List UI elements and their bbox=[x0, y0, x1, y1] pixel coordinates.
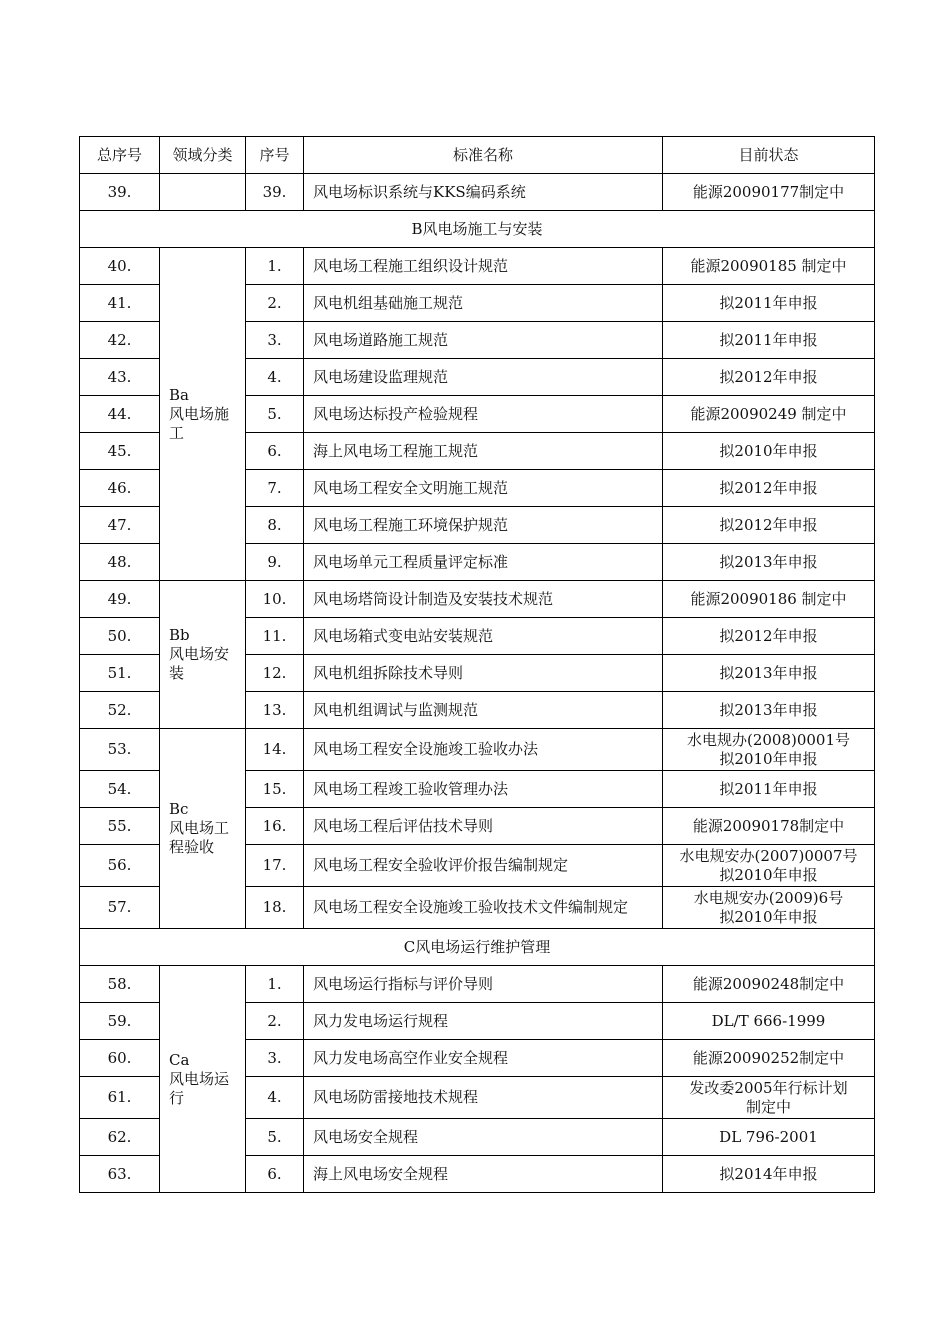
status-line: 发改委2005年行标计划 bbox=[689, 1078, 848, 1097]
standard-name-cell: 海上风电场工程施工规范 bbox=[304, 433, 663, 470]
total-no-cell: 43. bbox=[80, 359, 160, 396]
status-line: 拟2011年申报 bbox=[719, 293, 818, 312]
category-name: 风电场工程验收 bbox=[169, 819, 230, 856]
status-cell bbox=[663, 1003, 875, 1040]
table-body bbox=[80, 137, 875, 1193]
category-cell bbox=[160, 729, 246, 929]
standard-name-cell: 风电场道路施工规范 bbox=[304, 322, 663, 359]
total-no-cell: 40. bbox=[80, 248, 160, 285]
total-no-cell: 59. bbox=[80, 1003, 160, 1040]
standard-name-cell: 风电机组基础施工规范 bbox=[304, 285, 663, 322]
total-no-cell: 61. bbox=[80, 1077, 160, 1119]
standard-name-cell: 风电场防雷接地技术规程 bbox=[304, 1077, 663, 1119]
seq-no-cell: 18. bbox=[246, 887, 304, 929]
category-name: 风电场安装 bbox=[169, 645, 230, 682]
status-cell bbox=[663, 845, 875, 887]
status-cell bbox=[663, 1119, 875, 1156]
seq-no-cell: 2. bbox=[246, 285, 304, 322]
total-no-cell: 44. bbox=[80, 396, 160, 433]
category-name: 风电场施工 bbox=[169, 404, 230, 442]
category-code: Ba bbox=[169, 385, 189, 404]
category-cell bbox=[160, 174, 246, 211]
status-line: 拟2010年申报 bbox=[719, 907, 818, 926]
total-no-cell: 39. bbox=[80, 174, 160, 211]
status-cell bbox=[663, 470, 875, 507]
status-line: 拟2010年申报 bbox=[719, 865, 818, 884]
status-cell bbox=[663, 396, 875, 433]
standard-name-cell: 风电场工程后评估技术导则 bbox=[304, 808, 663, 845]
status-line: 能源20090186 制定中 bbox=[690, 589, 847, 608]
status-cell bbox=[663, 618, 875, 655]
table-row bbox=[80, 729, 875, 771]
status-cell bbox=[663, 808, 875, 845]
status-line: 拟2012年申报 bbox=[719, 515, 818, 534]
seq-no-cell: 4. bbox=[246, 359, 304, 396]
seq-no-cell: 3. bbox=[246, 1040, 304, 1077]
section-title: C风电场运行维护管理 bbox=[80, 929, 875, 966]
seq-no-cell: 5. bbox=[246, 396, 304, 433]
status-line: 拟2011年申报 bbox=[719, 779, 818, 798]
seq-no-cell: 5. bbox=[246, 1119, 304, 1156]
standards-table bbox=[79, 136, 875, 1193]
standard-name-cell: 风电机组拆除技术导则 bbox=[304, 655, 663, 692]
total-no-cell: 55. bbox=[80, 808, 160, 845]
standard-name-cell: 风电场单元工程质量评定标准 bbox=[304, 544, 663, 581]
status-cell bbox=[663, 359, 875, 396]
category-code: Ca bbox=[169, 1050, 190, 1069]
total-no-cell: 57. bbox=[80, 887, 160, 929]
table-row bbox=[80, 248, 875, 285]
standard-name-cell: 风电场建设监理规范 bbox=[304, 359, 663, 396]
section-row bbox=[80, 211, 875, 248]
standard-name-cell: 风力发电场运行规程 bbox=[304, 1003, 663, 1040]
standard-name-cell: 风电场标识系统与KKS编码系统 bbox=[304, 174, 663, 211]
status-cell bbox=[663, 887, 875, 929]
status-line: 拟2014年申报 bbox=[719, 1164, 818, 1183]
standard-name-cell: 风电场工程安全文明施工规范 bbox=[304, 470, 663, 507]
category-code: Bb bbox=[169, 626, 190, 644]
status-line: 拟2013年申报 bbox=[719, 700, 818, 719]
status-line: 能源20090185 制定中 bbox=[690, 256, 847, 275]
status-cell bbox=[663, 322, 875, 359]
status-cell bbox=[663, 174, 875, 211]
total-no-cell: 54. bbox=[80, 771, 160, 808]
total-no-cell: 45. bbox=[80, 433, 160, 470]
standard-name-cell: 风电场工程施工环境保护规范 bbox=[304, 507, 663, 544]
seq-no-cell: 7. bbox=[246, 470, 304, 507]
seq-no-cell: 2. bbox=[246, 1003, 304, 1040]
total-no-cell: 51. bbox=[80, 655, 160, 692]
status-cell bbox=[663, 655, 875, 692]
total-no-cell: 50. bbox=[80, 618, 160, 655]
status-cell bbox=[663, 1077, 875, 1119]
total-no-cell: 47. bbox=[80, 507, 160, 544]
header-total-no: 总序号 bbox=[80, 137, 160, 174]
status-line: 拟2011年申报 bbox=[719, 330, 818, 349]
total-no-cell: 41. bbox=[80, 285, 160, 322]
standard-name-cell: 风电场工程安全验收评价报告编制规定 bbox=[304, 845, 663, 887]
seq-no-cell: 9. bbox=[246, 544, 304, 581]
total-no-cell: 48. bbox=[80, 544, 160, 581]
category-cell bbox=[160, 248, 246, 581]
category-name: 风电场运行 bbox=[169, 1069, 230, 1107]
seq-no-cell: 3. bbox=[246, 322, 304, 359]
status-cell bbox=[663, 248, 875, 285]
standard-name-cell: 风电机组调试与监测规范 bbox=[304, 692, 663, 729]
status-line: 拟2010年申报 bbox=[719, 441, 818, 460]
total-no-cell: 60. bbox=[80, 1040, 160, 1077]
status-line: 能源20090248制定中 bbox=[692, 974, 845, 993]
status-line: 能源20090178制定中 bbox=[692, 816, 845, 835]
standard-name-cell: 风电场安全规程 bbox=[304, 1119, 663, 1156]
status-cell bbox=[663, 507, 875, 544]
status-cell bbox=[663, 1156, 875, 1193]
section-row bbox=[80, 929, 875, 966]
seq-no-cell: 16. bbox=[246, 808, 304, 845]
standard-name-cell: 风电场工程竣工验收管理办法 bbox=[304, 771, 663, 808]
status-cell bbox=[663, 285, 875, 322]
standard-name-cell: 风电场运行指标与评价导则 bbox=[304, 966, 663, 1003]
table-row bbox=[80, 174, 875, 211]
category-code: Bc bbox=[169, 800, 189, 818]
standard-name-cell: 风电场达标投产检验规程 bbox=[304, 396, 663, 433]
status-line: 能源20090249 制定中 bbox=[690, 404, 847, 423]
status-line: 水电规办(2008)0001号 bbox=[686, 730, 851, 749]
status-cell bbox=[663, 1040, 875, 1077]
seq-no-cell: 8. bbox=[246, 507, 304, 544]
standard-name-cell: 风电场塔筒设计制造及安装技术规范 bbox=[304, 581, 663, 618]
status-line: 拟2013年申报 bbox=[719, 663, 818, 682]
seq-no-cell: 1. bbox=[246, 248, 304, 285]
section-title: B风电场施工与安装 bbox=[80, 211, 875, 248]
total-no-cell: 63. bbox=[80, 1156, 160, 1193]
status-line: 水电规安办(2007)0007号 bbox=[679, 846, 858, 865]
seq-no-cell: 1. bbox=[246, 966, 304, 1003]
seq-no-cell: 39. bbox=[246, 174, 304, 211]
seq-no-cell: 10. bbox=[246, 581, 304, 618]
header-status: 目前状态 bbox=[663, 137, 875, 174]
seq-no-cell: 6. bbox=[246, 1156, 304, 1193]
status-line: DL 796-2001 bbox=[719, 1127, 818, 1146]
seq-no-cell: 13. bbox=[246, 692, 304, 729]
status-line: 拟2010年申报 bbox=[719, 749, 818, 768]
total-no-cell: 56. bbox=[80, 845, 160, 887]
total-no-cell: 49. bbox=[80, 581, 160, 618]
status-cell bbox=[663, 966, 875, 1003]
status-cell bbox=[663, 729, 875, 771]
status-cell bbox=[663, 544, 875, 581]
standard-name-cell: 风电场箱式变电站安装规范 bbox=[304, 618, 663, 655]
total-no-cell: 53. bbox=[80, 729, 160, 771]
status-line: 能源20090177制定中 bbox=[692, 182, 845, 201]
seq-no-cell: 11. bbox=[246, 618, 304, 655]
total-no-cell: 42. bbox=[80, 322, 160, 359]
status-line: 拟2013年申报 bbox=[719, 552, 818, 571]
status-line: 拟2012年申报 bbox=[719, 478, 818, 497]
header-row bbox=[80, 137, 875, 174]
header-category: 领域分类 bbox=[160, 137, 246, 174]
total-no-cell: 58. bbox=[80, 966, 160, 1003]
status-line: 拟2012年申报 bbox=[719, 626, 818, 645]
seq-no-cell: 15. bbox=[246, 771, 304, 808]
total-no-cell: 52. bbox=[80, 692, 160, 729]
header-standard-name: 标准名称 bbox=[304, 137, 663, 174]
standard-name-cell: 海上风电场安全规程 bbox=[304, 1156, 663, 1193]
status-line: 能源20090252制定中 bbox=[692, 1048, 845, 1067]
category-cell bbox=[160, 581, 246, 729]
status-line: 制定中 bbox=[745, 1097, 791, 1116]
seq-no-cell: 12. bbox=[246, 655, 304, 692]
standard-name-cell: 风力发电场高空作业安全规程 bbox=[304, 1040, 663, 1077]
status-cell bbox=[663, 581, 875, 618]
header-seq-no: 序号 bbox=[246, 137, 304, 174]
seq-no-cell: 4. bbox=[246, 1077, 304, 1119]
standard-name-cell: 风电场工程安全设施竣工验收办法 bbox=[304, 729, 663, 771]
total-no-cell: 62. bbox=[80, 1119, 160, 1156]
standard-name-cell: 风电场工程施工组织设计规范 bbox=[304, 248, 663, 285]
seq-no-cell: 6. bbox=[246, 433, 304, 470]
table-row bbox=[80, 966, 875, 1003]
seq-no-cell: 14. bbox=[246, 729, 304, 771]
seq-no-cell: 17. bbox=[246, 845, 304, 887]
status-line: DL/T 666-1999 bbox=[711, 1011, 826, 1030]
table-row bbox=[80, 581, 875, 618]
total-no-cell: 46. bbox=[80, 470, 160, 507]
status-line: 拟2012年申报 bbox=[719, 367, 818, 386]
category-cell bbox=[160, 966, 246, 1193]
status-cell bbox=[663, 771, 875, 808]
status-cell bbox=[663, 692, 875, 729]
standard-name-cell: 风电场工程安全设施竣工验收技术文件编制规定 bbox=[304, 887, 663, 929]
status-cell bbox=[663, 433, 875, 470]
status-line: 水电规安办(2009)6号 bbox=[693, 888, 844, 907]
